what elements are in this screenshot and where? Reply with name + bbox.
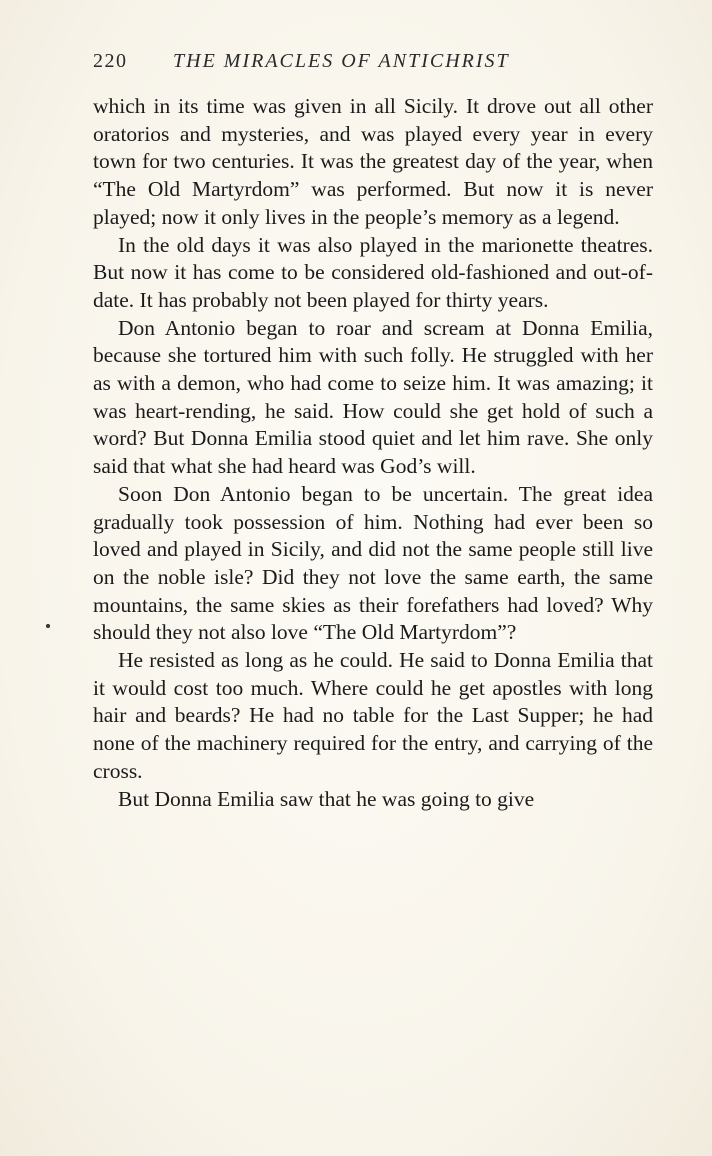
paragraph: He resisted as long as he could. He said to Donna Emilia that it would cost too much. Where could he get apostles with long hair and beards? He had no table for the Last Supper; he had none of the machinery required for the entry, and carrying of the cross. xyxy=(93,648,653,783)
paragraph: Soon Don Antonio began to be uncertain. The great idea gradually took possession of him. Nothing had ever been so loved and played in Sicily, and did not the same people still live on the noble isle? Did they not love the same earth, the same mountains, the same skies as their forefathers had loved? Why should they not also love “The Old Martyrdom”? xyxy=(93,481,653,645)
margin-dot xyxy=(46,624,50,628)
paragraph: In the old days it was also played in the marionette theatres. But now it has come to be considered old-fashioned and out-of-date. It has probably not been played for thirty years. xyxy=(93,232,653,312)
running-title: THE MIRACLES OF ANTICHRIST xyxy=(173,50,510,72)
paragraph: Don Antonio began to roar and scream at Donna Emilia, because she tortured him with such folly. He struggled with her as with a demon, who had come to seize him. It was amazing; it was heart-rending, he said. How could she get hold of such a word? But Donna Emilia stood quiet and let him rave. She only said that what she had heard was God’s will. xyxy=(93,315,653,479)
paragraph-continued: which in its time was given in all Sicily. It drove out all other oratorios and mysteries, and was played every year in every town for two centuries. It was the greatest day of the year, when “The Old Martyrdom” was performed. But now it is never played; now it only lives in the people’s memory as a legend. xyxy=(93,94,653,229)
body-text xyxy=(93,93,653,813)
page-header xyxy=(93,46,653,76)
page-number: 220 xyxy=(93,50,128,72)
paragraph: But Donna Emilia saw that he was going to give xyxy=(118,786,535,811)
